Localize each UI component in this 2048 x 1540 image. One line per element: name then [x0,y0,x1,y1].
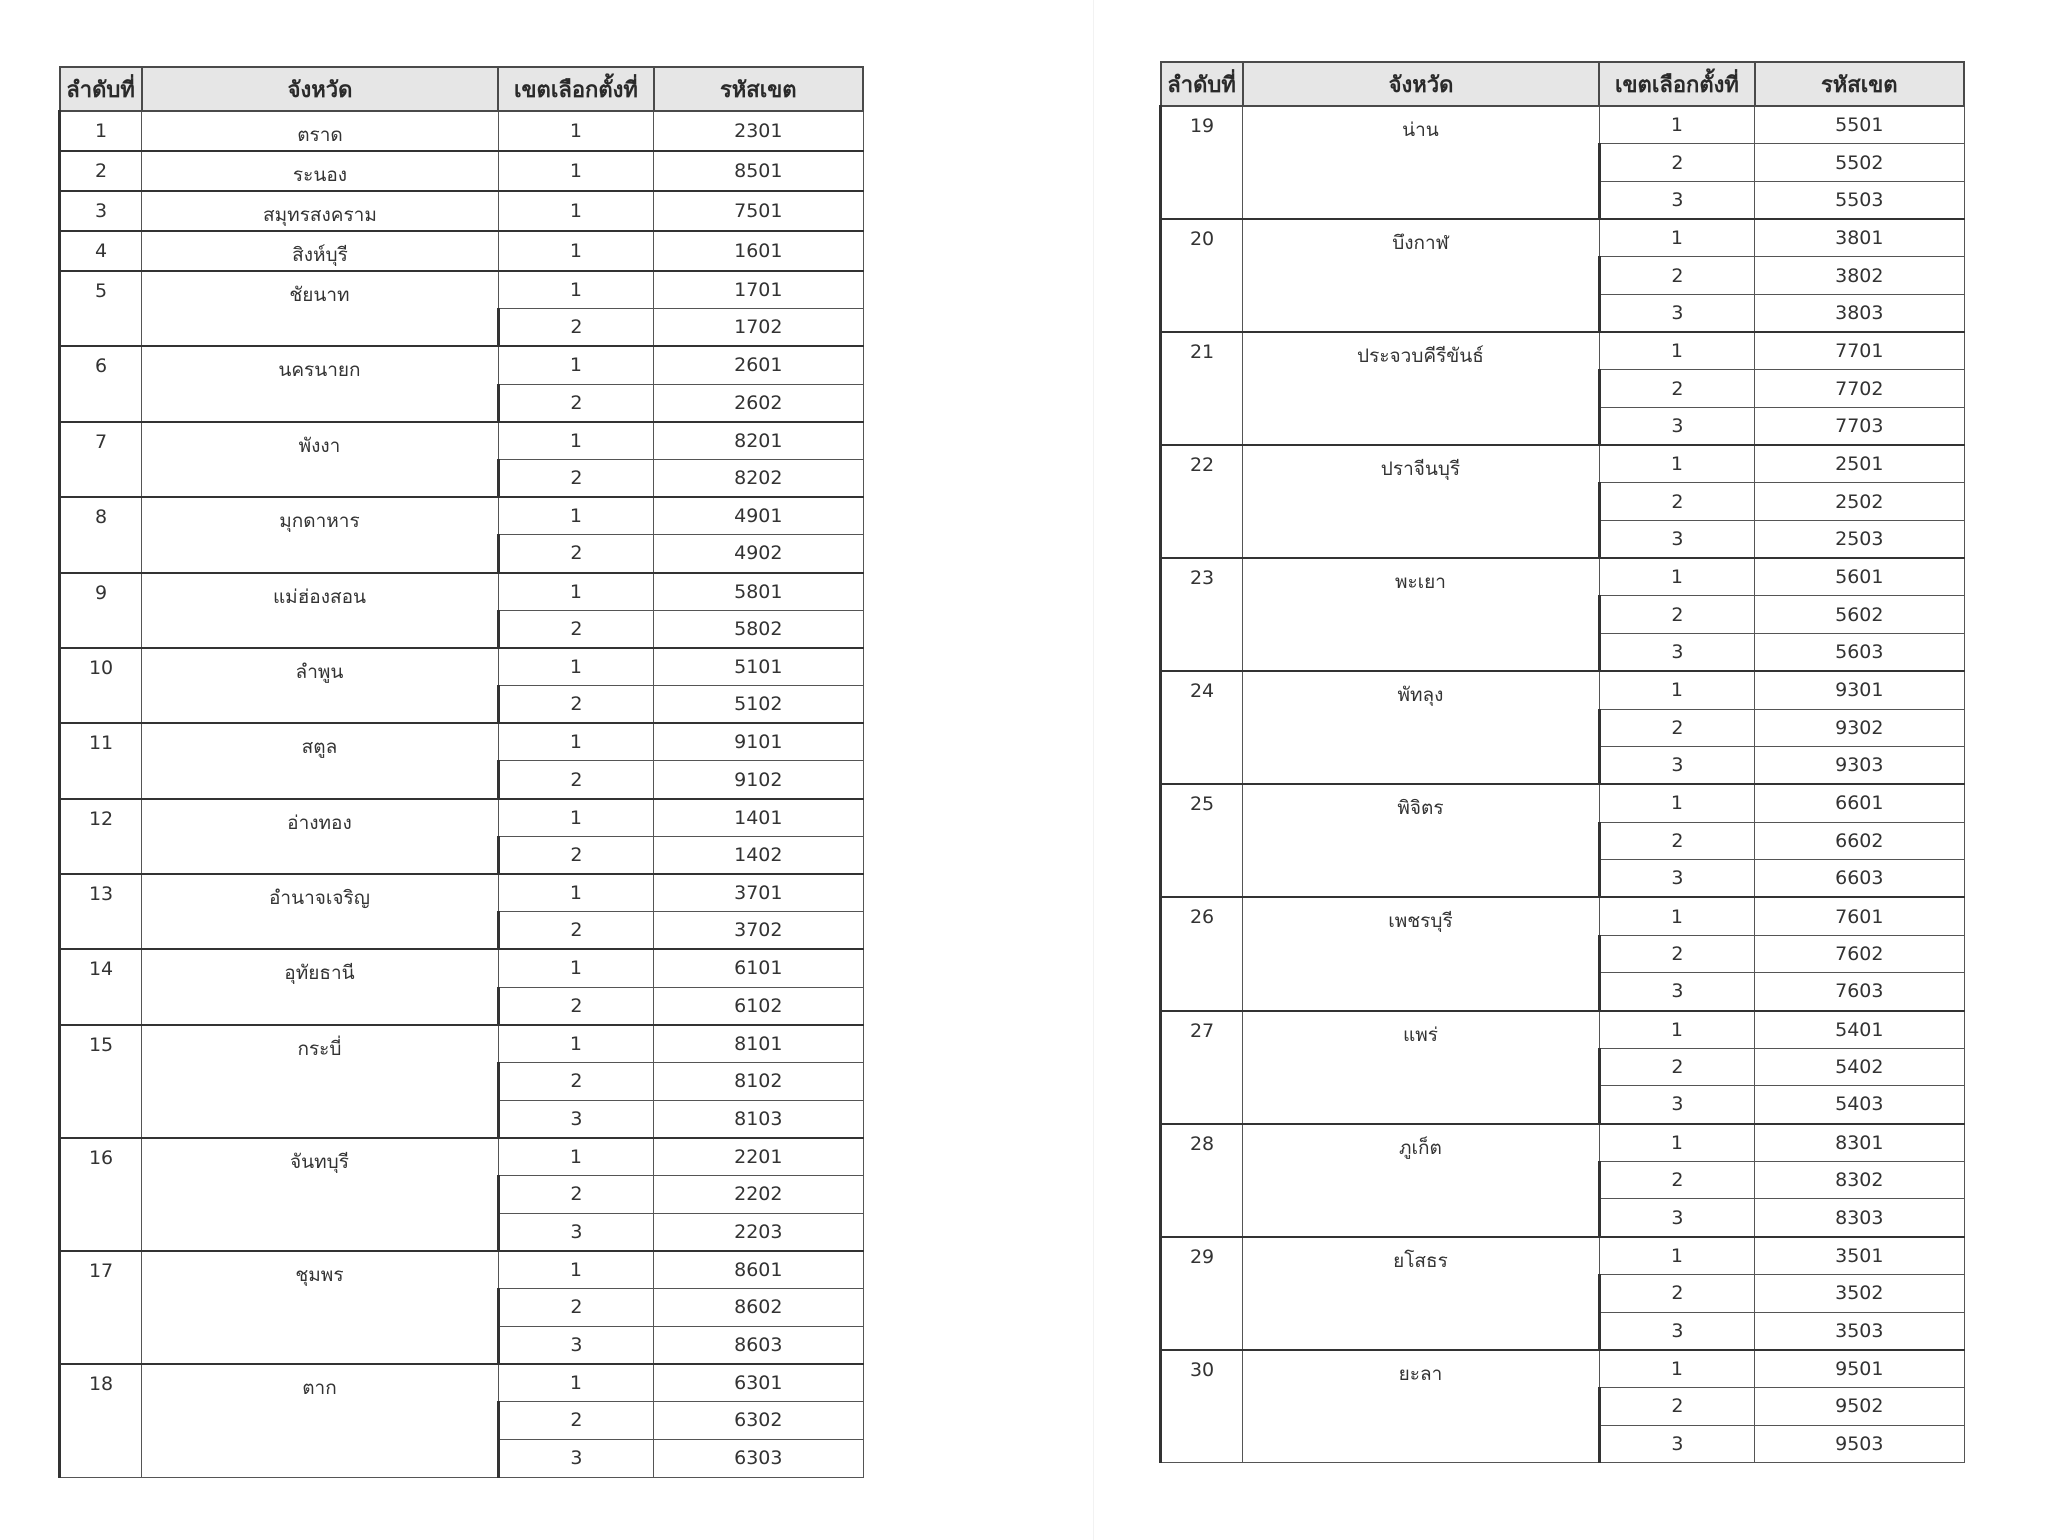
district-code: 9102 [654,761,863,799]
district-code: 5401 [1755,1011,1964,1049]
district-number: 3 [498,1326,653,1364]
district-code: 5503 [1755,181,1964,219]
province-name: สตูล [142,723,499,798]
row-index: 7 [60,422,142,497]
header-province: จังหวัด [1243,62,1600,106]
row-index: 17 [60,1251,142,1364]
district-number: 3 [1599,521,1754,559]
district-code: 6603 [1755,860,1964,898]
row-index: 15 [60,1025,142,1138]
district-code: 8101 [654,1025,863,1063]
district-code: 9502 [1755,1387,1964,1425]
row-index: 20 [1161,219,1243,332]
district-code: 5501 [1755,106,1964,144]
district-number: 1 [1599,671,1754,709]
table-row [60,949,864,987]
district-code: 3802 [1755,257,1964,295]
province-name: แพร่ [1243,1011,1600,1124]
province-name: ตราด [142,111,499,151]
row-index: 22 [1161,445,1243,558]
district-number: 3 [1599,860,1754,898]
province-name: อำนาจเจริญ [142,874,499,949]
district-code: 8201 [654,422,863,460]
district-code: 3701 [654,874,863,912]
district-number: 2 [498,535,653,573]
header-district: เขตเลือกตั้งที่ [1599,62,1754,106]
constituency-table-left [58,66,864,1478]
district-number: 1 [1599,784,1754,822]
page-divider [1093,0,1094,1540]
district-number: 2 [498,912,653,950]
district-number: 2 [1599,1387,1754,1425]
district-code: 6301 [654,1364,863,1402]
province-name: พัทลุง [1243,671,1600,784]
district-code: 1401 [654,799,863,837]
district-number: 2 [498,1176,653,1214]
district-code: 3503 [1755,1312,1964,1350]
table-header-row [1161,62,1965,106]
right-page-table [1159,61,1965,1463]
province-name: พะเยา [1243,558,1600,671]
district-number: 3 [498,1213,653,1251]
district-number: 2 [1599,257,1754,295]
district-number: 1 [1599,332,1754,370]
district-number: 2 [1599,822,1754,860]
province-name: ประจวบคีรีขันธ์ [1243,332,1600,445]
row-index: 30 [1161,1350,1243,1463]
province-name: นครนายก [142,346,499,421]
table-row [60,346,864,384]
district-number: 2 [498,987,653,1025]
district-number: 1 [1599,558,1754,596]
district-code: 3502 [1755,1274,1964,1312]
row-index: 4 [60,231,142,271]
district-number: 2 [498,761,653,799]
district-number: 3 [1599,294,1754,332]
constituency-table-right [1159,61,1965,1463]
district-number: 1 [1599,1237,1754,1275]
district-code: 5101 [654,648,863,686]
header-province: จังหวัด [142,67,499,111]
table-row [1161,1011,1965,1049]
table-row [60,799,864,837]
province-name: กระบี่ [142,1025,499,1138]
left-page-table [58,66,864,1478]
row-index: 14 [60,949,142,1024]
district-number: 1 [1599,445,1754,483]
province-name: ภูเก็ต [1243,1124,1600,1237]
district-number: 1 [498,231,653,271]
district-code: 2203 [654,1213,863,1251]
district-code: 3801 [1755,219,1964,257]
district-number: 2 [1599,709,1754,747]
district-code: 6302 [654,1402,863,1440]
district-number: 3 [1599,747,1754,785]
table-row [60,573,864,611]
district-code: 9501 [1755,1350,1964,1388]
row-index: 12 [60,799,142,874]
district-number: 1 [1599,1011,1754,1049]
province-name: ยโสธร [1243,1237,1600,1350]
table-row [1161,219,1965,257]
district-code: 5502 [1755,144,1964,182]
district-code: 1701 [654,271,863,309]
row-index: 24 [1161,671,1243,784]
district-number: 3 [1599,973,1754,1011]
province-name: ปราจีนบุรี [1243,445,1600,558]
district-code: 1402 [654,836,863,874]
district-code: 7703 [1755,408,1964,446]
table-row [60,191,864,231]
table-row [60,231,864,271]
district-number: 1 [1599,106,1754,144]
row-index: 26 [1161,897,1243,1010]
district-number: 2 [498,1062,653,1100]
district-code: 2501 [1755,445,1964,483]
district-code: 6602 [1755,822,1964,860]
table-row [1161,897,1965,935]
district-code: 7702 [1755,370,1964,408]
district-code: 7602 [1755,935,1964,973]
district-code: 7701 [1755,332,1964,370]
district-number: 1 [498,799,653,837]
province-name: ชัยนาท [142,271,499,346]
district-number: 1 [1599,219,1754,257]
district-number: 3 [1599,634,1754,672]
district-code: 8501 [654,151,863,191]
district-number: 3 [1599,408,1754,446]
district-number: 2 [1599,144,1754,182]
district-number: 2 [498,1289,653,1327]
district-number: 3 [498,1439,653,1477]
table-row [60,1025,864,1063]
district-number: 3 [1599,1312,1754,1350]
table-row [1161,671,1965,709]
province-name: น่าน [1243,106,1600,219]
province-name: บึงกาฬ [1243,219,1600,332]
table-row [1161,106,1965,144]
province-name: ลำพูน [142,648,499,723]
district-code: 8602 [654,1289,863,1327]
district-code: 6601 [1755,784,1964,822]
district-number: 1 [498,573,653,611]
table-row [60,151,864,191]
table-row [1161,1350,1965,1388]
district-number: 1 [498,874,653,912]
district-code: 4902 [654,535,863,573]
district-number: 1 [498,1364,653,1402]
district-code: 1702 [654,309,863,347]
row-index: 13 [60,874,142,949]
header-index: ลำดับที่ [60,67,142,111]
district-number: 2 [1599,1274,1754,1312]
row-index: 11 [60,723,142,798]
district-number: 1 [1599,1350,1754,1388]
table-row [1161,1237,1965,1275]
row-index: 28 [1161,1124,1243,1237]
district-code: 4901 [654,497,863,535]
district-number: 1 [498,497,653,535]
district-code: 5403 [1755,1086,1964,1124]
table-row [60,422,864,460]
district-code: 8301 [1755,1124,1964,1162]
district-code: 8102 [654,1062,863,1100]
province-name: เพชรบุรี [1243,897,1600,1010]
district-code: 2602 [654,384,863,422]
table-row [1161,445,1965,483]
district-number: 3 [1599,1086,1754,1124]
district-code: 9503 [1755,1425,1964,1463]
province-name: สมุทรสงคราม [142,191,499,231]
district-number: 1 [498,723,653,761]
district-number: 1 [498,111,653,151]
table-row [1161,332,1965,370]
row-index: 8 [60,497,142,572]
header-code: รหัสเขต [654,67,863,111]
district-number: 2 [1599,1161,1754,1199]
district-number: 2 [498,1402,653,1440]
province-name: ตาก [142,1364,499,1477]
district-number: 2 [1599,370,1754,408]
province-name: จันทบุรี [142,1138,499,1251]
row-index: 3 [60,191,142,231]
province-name: ยะลา [1243,1350,1600,1463]
district-code: 8302 [1755,1161,1964,1199]
province-name: ชุมพร [142,1251,499,1364]
district-code: 5603 [1755,634,1964,672]
district-code: 8603 [654,1326,863,1364]
district-code: 3803 [1755,294,1964,332]
table-row [1161,784,1965,822]
district-code: 8103 [654,1100,863,1138]
row-index: 5 [60,271,142,346]
district-code: 2503 [1755,521,1964,559]
table-row [60,1251,864,1289]
district-number: 1 [498,1138,653,1176]
table-row [60,497,864,535]
district-number: 1 [498,422,653,460]
district-code: 5102 [654,686,863,724]
district-number: 1 [498,346,653,384]
district-code: 8202 [654,459,863,497]
district-number: 1 [498,1025,653,1063]
district-number: 2 [498,836,653,874]
district-number: 2 [498,686,653,724]
province-name: อ่างทอง [142,799,499,874]
district-code: 7603 [1755,973,1964,1011]
table-row [60,648,864,686]
province-name: มุกดาหาร [142,497,499,572]
province-name: พิจิตร [1243,784,1600,897]
district-number: 2 [1599,1048,1754,1086]
district-code: 8303 [1755,1199,1964,1237]
district-number: 1 [498,949,653,987]
table-row [60,1138,864,1176]
district-number: 1 [498,151,653,191]
district-code: 7601 [1755,897,1964,935]
row-index: 21 [1161,332,1243,445]
district-number: 1 [498,648,653,686]
province-name: พังงา [142,422,499,497]
district-code: 9302 [1755,709,1964,747]
row-index: 18 [60,1364,142,1477]
district-code: 6303 [654,1439,863,1477]
district-code: 9303 [1755,747,1964,785]
district-number: 3 [1599,181,1754,219]
district-code: 6101 [654,949,863,987]
district-code: 1601 [654,231,863,271]
district-number: 1 [1599,897,1754,935]
district-code: 2502 [1755,483,1964,521]
district-code: 6102 [654,987,863,1025]
district-number: 2 [1599,596,1754,634]
district-number: 3 [498,1100,653,1138]
district-number: 1 [498,1251,653,1289]
row-index: 27 [1161,1011,1243,1124]
district-code: 8601 [654,1251,863,1289]
row-index: 1 [60,111,142,151]
row-index: 23 [1161,558,1243,671]
district-code: 5402 [1755,1048,1964,1086]
province-name: อุทัยธานี [142,949,499,1024]
district-code: 5602 [1755,596,1964,634]
district-number: 2 [498,309,653,347]
district-code: 9301 [1755,671,1964,709]
district-code: 2202 [654,1176,863,1214]
header-district: เขตเลือกตั้งที่ [498,67,653,111]
district-number: 2 [1599,483,1754,521]
district-code: 2301 [654,111,863,151]
table-row [60,874,864,912]
row-index: 2 [60,151,142,191]
row-index: 19 [1161,106,1243,219]
district-code: 7501 [654,191,863,231]
district-code: 2201 [654,1138,863,1176]
header-code: รหัสเขต [1755,62,1964,106]
district-code: 9101 [654,723,863,761]
district-number: 1 [498,191,653,231]
district-code: 2601 [654,346,863,384]
row-index: 9 [60,573,142,648]
header-index: ลำดับที่ [1161,62,1243,106]
row-index: 29 [1161,1237,1243,1350]
province-name: ระนอง [142,151,499,191]
district-code: 3501 [1755,1237,1964,1275]
district-code: 3702 [654,912,863,950]
district-number: 2 [498,384,653,422]
district-code: 5802 [654,610,863,648]
row-index: 25 [1161,784,1243,897]
district-code: 5601 [1755,558,1964,596]
table-row [60,111,864,151]
row-index: 10 [60,648,142,723]
district-number: 1 [1599,1124,1754,1162]
district-number: 2 [498,459,653,497]
province-name: แม่ฮ่องสอน [142,573,499,648]
table-row [1161,558,1965,596]
district-number: 3 [1599,1425,1754,1463]
table-row [60,1364,864,1402]
table-row [1161,1124,1965,1162]
district-number: 2 [1599,935,1754,973]
table-row [60,271,864,309]
district-number: 2 [498,610,653,648]
district-number: 3 [1599,1199,1754,1237]
row-index: 6 [60,346,142,421]
district-code: 5801 [654,573,863,611]
district-number: 1 [498,271,653,309]
table-row [60,723,864,761]
province-name: สิงห์บุรี [142,231,499,271]
row-index: 16 [60,1138,142,1251]
table-header-row [60,67,864,111]
